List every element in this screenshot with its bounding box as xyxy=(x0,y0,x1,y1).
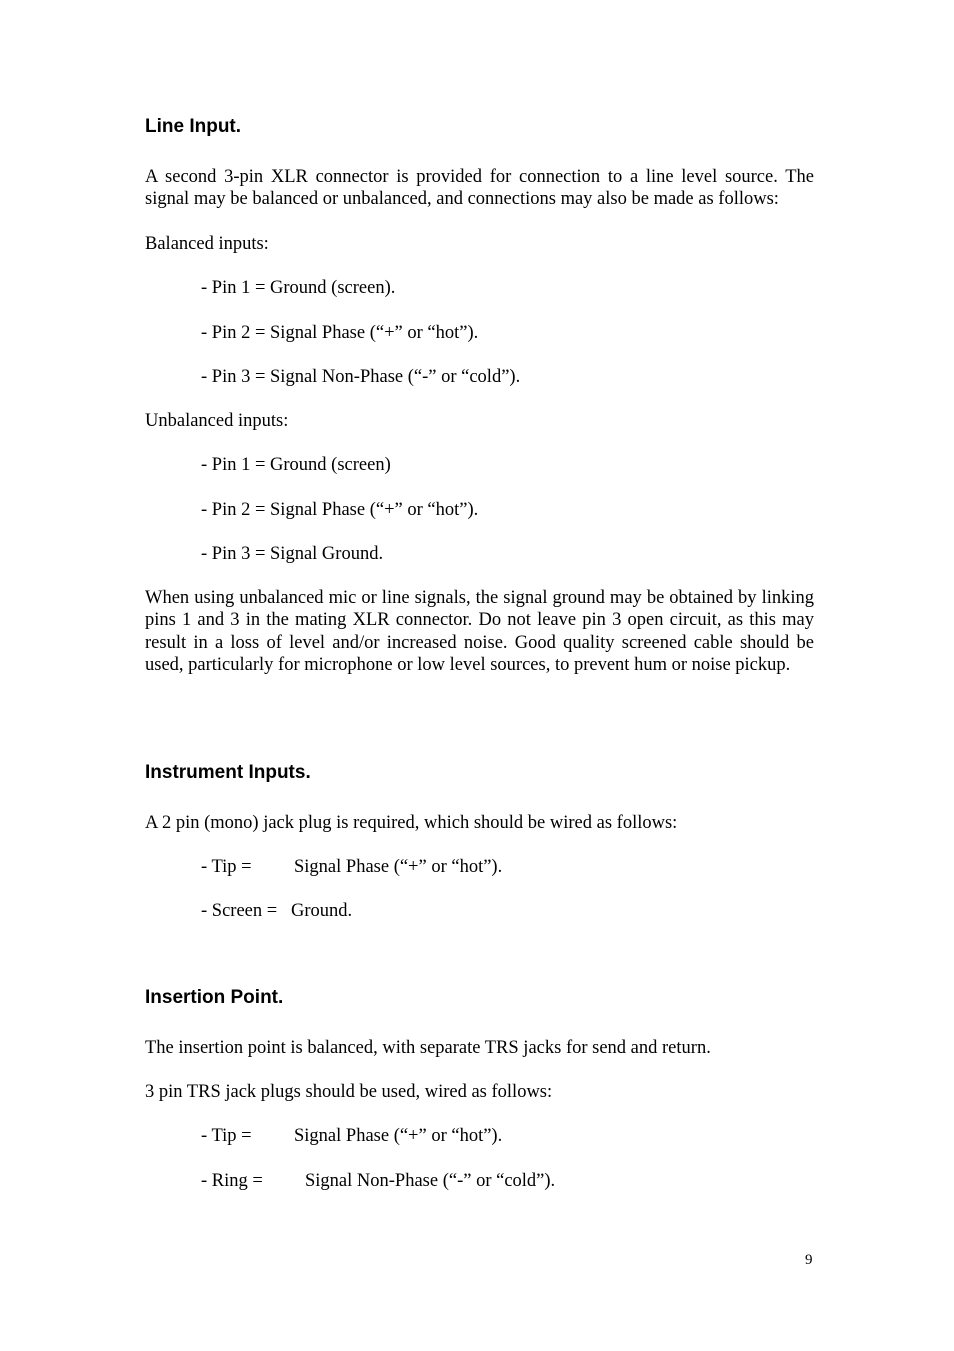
section-heading-instrument-inputs: Instrument Inputs. xyxy=(145,762,311,783)
section-heading-line-input: Line Input. xyxy=(145,116,242,137)
unbalanced-pin-3: - Pin 3 = Signal Ground. xyxy=(201,544,384,564)
instrument-tip-term: - Tip = xyxy=(201,857,252,877)
insertion-tip-term: - Tip = xyxy=(201,1126,252,1146)
balanced-pin-1: - Pin 1 = Ground (screen). xyxy=(201,278,396,298)
unbalanced-wiring-note: When using unbalanced mic or line signals, the signal ground may be obtained by linking pins 1 and 3 in the mating XLR connector. Do not leave pin 3 open circuit, as this may result in a loss of level and/or increased noise. Good quality screened cable should be used, particularly for microphone or low level sources, to prevent hum or noise pickup. xyxy=(145,588,814,675)
instrument-screen-desc: Ground. xyxy=(291,901,353,921)
instrument-tip-desc: Signal Phase (“+” or “hot”). xyxy=(294,857,503,877)
line-input-intro: A second 3-pin XLR connector is provided for connection to a line level source. The signal may be balanced or unbalanced, and connections may also be made as follows: xyxy=(145,167,814,210)
insertion-point-intro: The insertion point is balanced, with separate TRS jacks for send and return. xyxy=(145,1038,711,1058)
insertion-ring-desc: Signal Non-Phase (“-” or “cold”). xyxy=(305,1171,556,1191)
instrument-screen-term: - Screen = xyxy=(201,901,278,921)
unbalanced-pin-1: - Pin 1 = Ground (screen) xyxy=(201,455,391,475)
unbalanced-pin-2: - Pin 2 = Signal Phase (“+” or “hot”). xyxy=(201,500,479,520)
page-number: 9 xyxy=(805,1252,813,1268)
balanced-inputs-label: Balanced inputs: xyxy=(145,234,269,254)
section-heading-insertion-point: Insertion Point. xyxy=(145,987,284,1008)
balanced-pin-3: - Pin 3 = Signal Non-Phase (“-” or “cold”). xyxy=(201,367,521,387)
insertion-ring-term: - Ring = xyxy=(201,1171,263,1191)
unbalanced-inputs-label: Unbalanced inputs: xyxy=(145,411,289,431)
trs-plugs-text: 3 pin TRS jack plugs should be used, wired as follows: xyxy=(145,1082,553,1102)
instrument-inputs-intro: A 2 pin (mono) jack plug is required, which should be wired as follows: xyxy=(145,813,678,833)
balanced-pin-2: - Pin 2 = Signal Phase (“+” or “hot”). xyxy=(201,323,479,343)
insertion-tip-desc: Signal Phase (“+” or “hot”). xyxy=(294,1126,503,1146)
